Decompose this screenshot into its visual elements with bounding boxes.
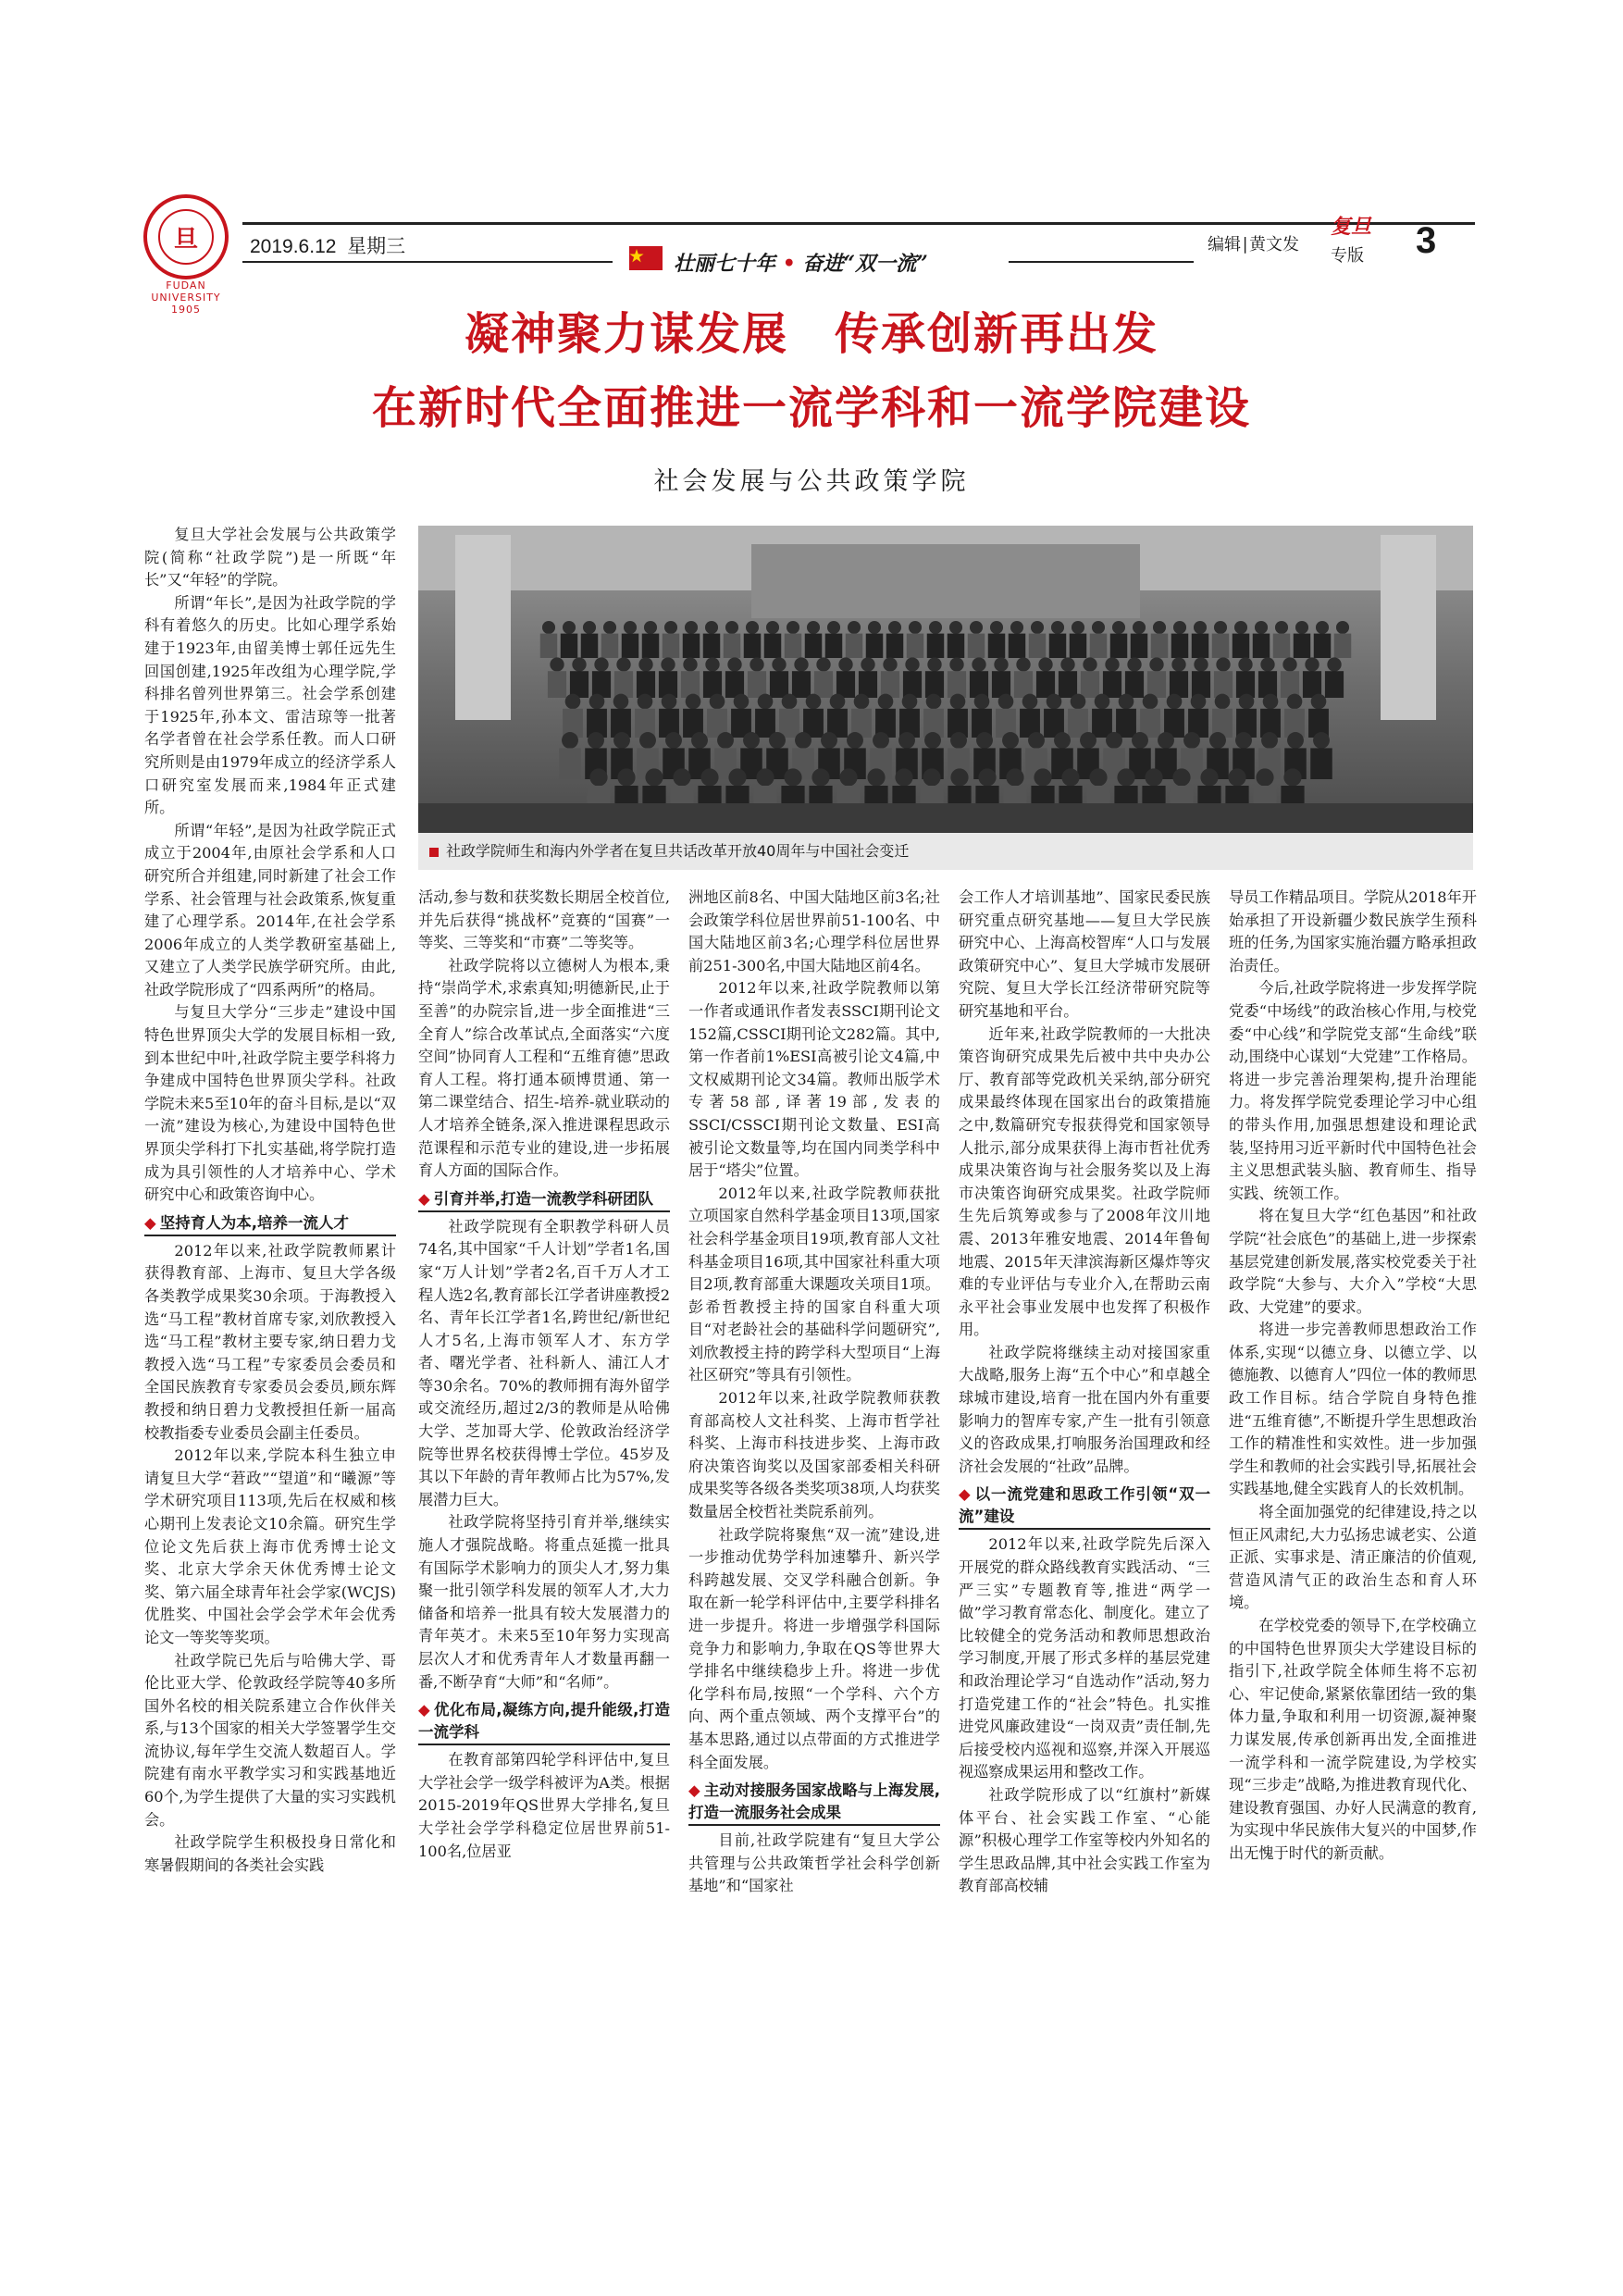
paragraph: 社政学院形成了以“红旗村”新媒体平台、社会实践工作室、“心能源”积极心理学工作室等校内外知名的学生思政品牌,其中社会实践工作室为教育部高校辅 (959, 1785, 1210, 1895)
banner-right: 奋进“双一流” (802, 252, 928, 276)
paragraph: 社政学院将坚持引育并举,继续实施人才强院战略。将重点延揽一批具有国际学术影响力的顶尖人才,努力集聚一批引领学科发展的领军人才,大力储备和培养一批具有较大发展潜力的青年英才。未来5至10年努力实现高层次人才和优秀青年人才数量再翻一番,不断孕育“大师”和“名师”。 (418, 1513, 670, 1691)
paragraph: 2012年以来,社政学院教师获批立项国家自然科学基金项目13项,国家社会科学基金项目19项,教育部人文社科基金项目16项,其中国家社科重大项目2项,教育部重大课题攻关项目1项。彭希哲教授主持的国家自科重大项目“对老龄社会的基础科学问题研究”,刘欣教授主持的跨学科大型项目“上海社区研究”等具有引领性。 (688, 1184, 940, 1384)
paragraph: 社政学院将继续主动对接国家重大战略,服务上海“五个中心”和卓越全球城市建设,培育一批在国内外有重要影响力的智库专家,产生一批有引领意义的咨政成果,打响服务治国理政和经济社会发展的“社政”品牌。 (959, 1343, 1210, 1475)
paragraph: 社政学院将聚焦“双一流”建设,进一步推动优势学科加速攀升、新兴学科跨越发展、交叉学科融合创新。争取在新一轮学科评估中,主要学科排名进一步提升。将进一步增强学科国际竞争力和影响力,争取在QS等世界大学排名中继续稳步上升。将进一步优化学科布局,按照“一个学科、六个方向、两个重点领域、两个支撑平台”的基本思路,通过以点带面的方式推进学科全面发展。 (688, 1525, 940, 1771)
section-heading-text: 引育并举,打造一流教学科研团队 (433, 1189, 653, 1208)
section-heading-text: 优化布局,凝练方向,提升能级,打造一流学科 (418, 1701, 670, 1742)
paragraph: 所谓“年长”,是因为社政学院的学科有着悠久的历史。比如心理学系始建于1923年,由留美博士郭任远先生回国创建,1925年改组为心理学院,学科排名曾列世界第三。社会学系创建于1925年,孙本文、雷洁琼等一批著名学者曾在社会学系任教。而人口研究所则是由1979年成立的经济学系人口研究室发展而来,1984年正式建所。 (144, 593, 396, 817)
article-column-4 (959, 887, 1210, 1898)
special-edition-label: 专版 (1331, 246, 1364, 266)
paragraph: 目前,社政学院建有“复旦大学公共管理与公共政策哲学社会科学创新基地”和“国家社 (688, 1831, 940, 1895)
paragraph: 今后,社政学院将进一步发挥学院党委“中场线”的政治核心作用,与校党委“中心线”和学院党支部“生命线”联动,围绕中心谋划“大党建”工作格局。将进一步完善治理架构,提升治理能力。将发挥学院党委理论学习中心组的带头作用,加强思想建设和理论武装,坚持用习近平新时代中国特色社会主义思想武装头脑、教育师生、指导实践、统领工作。 (1229, 979, 1477, 1202)
paragraph: 社政学院学生积极投身日常化和寒暑假期间的各类社会实践 (144, 1833, 396, 1874)
section-heading (418, 1188, 670, 1212)
editor-credit: 编辑∣黄文发 (1208, 235, 1299, 254)
article-column-2 (418, 887, 670, 1863)
photo-caption (418, 833, 1473, 870)
paragraph: 将进一步完善教师思想政治工作体系,实现“以德立身、以德立学、以德施教、以德育人”四位一体的教师思政工作目标。结合学院自身特色推进“五维育德”,不断提升学生思想政治工作的精准性和实效性。进一步加强学生和教师的社会实践引导,拓展社会实践基地,健全实践育人的长效机制。 (1229, 1321, 1477, 1498)
seal-center: 旦 (158, 209, 214, 265)
paragraph: 将全面加强党的纪律建设,持之以恒正风肃纪,大力弘扬忠诚老实、公道正派、实事求是、清正廉洁的价值观,营造风清气正的政治生态和育人环境。 (1229, 1503, 1477, 1612)
red-flag-icon (629, 246, 663, 270)
institution-name: 社会发展与公共政策学院 (653, 467, 970, 496)
paragraph: 复旦大学社会发展与公共政策学院(简称“社政学院”)是一所既“年长”又“年轻”的学院。 (144, 526, 396, 590)
paragraph: 洲地区前8名、中国大陆地区前3名;社会政策学科位居世界前51-100名、中国大陆地区前3名;心理学科位居世界前251-300名,中国大陆地区前4名。 (688, 888, 940, 974)
paragraph: 2012年以来,社政学院教师获教育部高校人文社科奖、上海市哲学社科奖、上海市科技进步奖、上海市政府决策咨询奖以及国家部委相关科研成果奖等各级各类奖项38项,人均获奖数量居全校哲社类院系前列。 (688, 1389, 940, 1521)
section-heading-text: 以一流党建和思政工作引领“双一流”建设 (959, 1485, 1210, 1526)
diamond-icon: ◆ (418, 1189, 430, 1208)
university-seal (143, 194, 229, 279)
section-heading (418, 1699, 670, 1745)
paragraph: 2012年以来,学院本科生独立申请复旦大学“莙政”“望道”和“曦源”等学术研究项目113项,先后在权威和核心期刊上发表论文10余篇。研究生学位论文先后获上海市优秀博士论文奖、北京大学余天休优秀博士论文奖、第六届全球青年社会学家(WCJS)优胜奖、中国社会学会学术年会优秀论文一等奖等奖项。 (144, 1446, 396, 1646)
paragraph: 社政学院现有全职教学科研人员74名,其中国家“千人计划”学者1名,国家“万人计划”学者2名,百千万人才工程人选2名,教育部长江学者讲座教授2名、青年长江学者1名,跨世纪/新世纪人才5名,上海市领军人才、东方学者、曙光学者、社科新人、浦江人才等30余名。70%的教师拥有海外留学或交流经历,超过2/3的教师是从哈佛大学、芝加哥大学、伦敦政治经济学院等世界名校获得博士学位。45岁及其以下年龄的青年教师占比为57%,发展潜力巨大。 (418, 1217, 670, 1508)
group-photo-image (418, 526, 1473, 833)
banner-left: 壮丽七十年 (674, 252, 776, 276)
paragraph: 将在复旦大学“红色基因”和社政学院“社会底色”的基础上,进一步探索基层党建创新发展,落实校党委关于社政学院“大参与、大介入”学校“大思政、大党建”的要求。 (1229, 1207, 1477, 1316)
section-heading-text: 坚持育人为本,培养一流人才 (159, 1213, 349, 1232)
section-banner (674, 248, 928, 277)
article-column-3 (688, 887, 940, 1898)
section-heading (959, 1483, 1210, 1530)
caption-marker-icon (429, 848, 439, 857)
section-heading-text: 主动对接服务国家战略与上海发展,打造一流服务社会成果 (688, 1781, 940, 1822)
brand-logo: 复旦 (1331, 215, 1372, 239)
paragraph: 社政学院将以立德树人为根本,秉持“崇尚学术,求索真知;明德新民,止于至善”的办院宗旨,进一步全面推进“三全育人”综合改革试点,全面落实“六度空间”协同育人工程和“五维育德”思政育人工程。将打通本硕博贯通、第一第二课堂结合、招生-培养-就业联动的人才培养全链条,深入推进课程思政示范课程和示范专业的建设,进一步拓展育人方面的国际合作。 (418, 956, 670, 1180)
headline-line2: 在新时代全面推进一流学科和一流学院建设 (371, 382, 1251, 434)
paragraph: 在教育部第四轮学科评估中,复旦大学社会学一级学科被评为A类。根据2015-2019年QS世界大学排名,复旦大学社会学学科稳定位居世界前51-100名,位居亚 (418, 1751, 670, 1860)
group-photo (418, 526, 1473, 833)
article-column-1 (144, 524, 396, 1877)
paragraph: 2012年以来,社政学院教师累计获得教育部、上海市、复旦大学各级各类教学成果奖30余项。于海教授入选“马工程”教材首席专家,刘欣教授入选“马工程”教材主要专家,纳日碧力戈教授入选“马工程”专家委员会委员和全国民族教育专家委员会委员,顾东辉教授和纳日碧力戈教授担任新一届高校教指委专业委员会副主任委员。 (144, 1241, 396, 1442)
paragraph: 2012年以来,社政学院先后深入开展党的群众路线教育实践活动、“三严三实”专题教育等,推进“两学一做”学习教育常态化、制度化。建立了比较健全的党务活动和教师思想政治学习制度,开展了形式多样的基层党建和政治理论学习“自选动作”活动,努力打造党建工作的“社会”特色。扎实推进党风廉政建设“一岗双责”责任制,先后接受校内巡视和巡察,并深入开展巡视巡察成果运用和整改工作。 (959, 1535, 1210, 1781)
paragraph: 在学校党委的领导下,在学校确立的中国特色世界顶尖大学建设目标的指引下,社政学院全体师生将不忘初心、牢记使命,紧紧依靠团结一致的集体力量,争取和利用一切资源,凝神聚力谋发展,传承创新再出发,全面推进一流学科和一流学院建设,为学校实现“三步走”战略,为推进教育现代化、建设教育强国、办好人民满意的教育,为实现中华民族伟大复兴的中国梦,作出无愧于时代的新贡献。 (1229, 1617, 1477, 1862)
paragraph: 2012年以来,社政学院教师以第一作者或通讯作者发表SSCI期刊论文152篇,CSSCI期刊论文282篇。其中,第一作者前1%ESI高被引论文4篇,中文权威期刊论文34篇。教师出版学术专著58部,译著19部,发表的SSCI/CSSCI期刊论文数量、ESI高被引论文数量等,均在国内同类学科中居于“塔尖”位置。 (688, 979, 940, 1180)
paragraph: 活动,参与数和获奖数长期居全校首位,并先后获得“挑战杯”竞赛的“国赛”一等奖、三等奖和“市赛”二等奖等。 (418, 888, 670, 952)
caption-text: 社政学院师生和海内外学者在复旦共话改革开放40周年与中国社会变迁 (446, 842, 910, 860)
paragraph: 所谓“年轻”,是因为社政学院正式成立于2004年,由原社会学系和人口研究所合并组建,同时新建了社会工作学系、社会管理与社会政策系,恢复重建了心理学系。2014年,在社会学系2006年成立的人类学教研室基础上,又建立了人类学民族学研究所。由此,社政学院形成了“四系两所”的格局。 (144, 821, 396, 999)
article-column-5 (1229, 887, 1477, 1866)
header-top-rule (242, 222, 1475, 225)
diamond-icon: ◆ (688, 1781, 700, 1800)
header-rule-right (1009, 261, 1194, 263)
weekday-text: 星期三 (347, 236, 406, 257)
paragraph: 与复旦大学分“三步走”建设中国特色世界顶尖大学的发展目标相一致,到本世纪中叶,社政学院主要学科将力争建成中国特色世界顶尖学科。社政学院未来5至10年的奋斗目标,是以“双一流”建设为核心,为建设中国特色世界顶尖学科打下扎实基础,将学院打造成为具引领性的人才培养中心、学术研究中心和政策咨询中心。 (144, 1003, 396, 1204)
paragraph: 社政学院已先后与哈佛大学、哥伦比亚大学、伦敦政经学院等40多所国外名校的相关院系建立合作伙伴关系,与13个国家的相关大学签署学生交流协议,每年学生交流人数超百人。学院建有南水平教学实习和实践基地近60个,为学生提供了大量的实习实践机会。 (144, 1651, 396, 1829)
header-rule-left (242, 261, 613, 263)
issue-date (250, 231, 405, 259)
diamond-icon: ◆ (144, 1213, 156, 1232)
star-icon (629, 246, 663, 270)
headline-line1: 凝神聚力谋发展 传承创新再出发 (464, 308, 1158, 360)
section-heading (688, 1780, 940, 1826)
banner-dot: • (782, 252, 803, 276)
diamond-icon: ◆ (959, 1485, 972, 1504)
section-heading (144, 1212, 396, 1236)
page-number: 3 (1416, 220, 1437, 261)
paragraph: 导员工作精品项目。学院从2018年开始承担了开设新疆少数民族学生预科班的任务,为国家实施治疆方略承担政治责任。 (1229, 888, 1477, 974)
paragraph: 会工作人才培训基地”、国家民委民族研究重点研究基地——复旦大学民族研究中心、上海高校智库“人口与发展政策研究中心”、复旦大学城市发展研究院、复旦大学长江经济带研究院等研究基地和平台。 (959, 888, 1210, 1020)
diamond-icon: ◆ (418, 1701, 431, 1719)
paragraph: 近年来,社政学院教师的一大批决策咨询研究成果先后被中共中央办公厅、教育部等党政机关采纳,部分研究成果最终体现在国家出台的政策措施之中,数篇研究专报获得党和国家领导人批示,部分成果获得上海市哲社优秀成果决策咨询与社会服务奖以及上海市决策咨询研究成果奖。社政学院师生先后筑筹或参与了2008年汶川地震、2013年雅安地震、2014年鲁甸地震、2015年天津滨海新区爆炸等灾难的专业评估与专业介入,在帮助云南永平社会事业发展中也发挥了积极作用。 (959, 1024, 1210, 1339)
seal-caption: FUDAN UNIVERSITY 1905 (151, 279, 221, 316)
date-text: 2019.6.12 (250, 236, 337, 257)
